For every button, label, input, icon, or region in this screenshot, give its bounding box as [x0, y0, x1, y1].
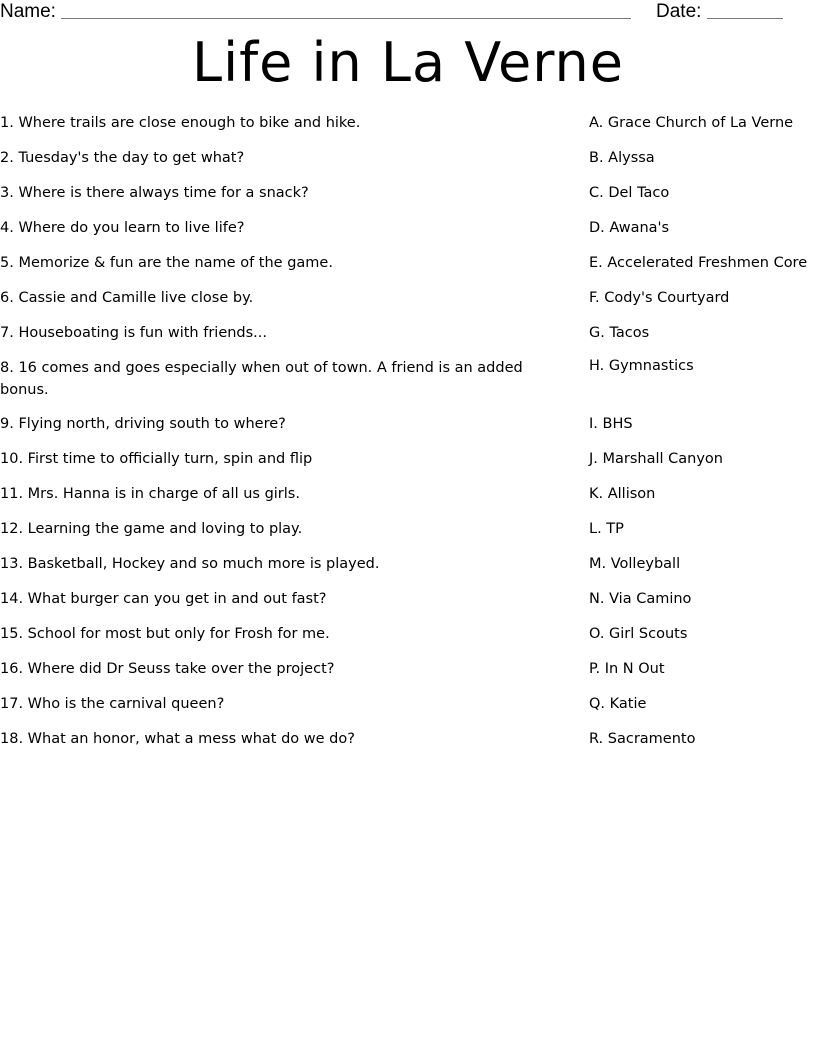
- name-field[interactable]: [0, 0, 631, 24]
- answer-item: F. Cody's Courtyard: [589, 290, 730, 306]
- question-item: 15. School for most but only for Frosh for me.: [0, 626, 330, 642]
- question-item: 2. Tuesday's the day to get what?: [0, 150, 245, 166]
- question-item: 13. Basketball, Hockey and so much more is played.: [0, 556, 380, 572]
- question-item: 9. Flying north, driving south to where?: [0, 416, 286, 432]
- question-item: 10. First time to officially turn, spin and flip: [0, 451, 313, 467]
- answer-item: K. Allison: [589, 486, 656, 502]
- answer-item: P. In N Out: [589, 661, 665, 677]
- date-label: Date:: [656, 1, 702, 22]
- answer-item: B. Alyssa: [589, 150, 655, 166]
- answer-item: E. Accelerated Freshmen Core: [589, 255, 808, 271]
- question-item: 7. Houseboating is fun with friends...: [0, 325, 268, 341]
- question-item: 5. Memorize & fun are the name of the game.: [0, 255, 333, 271]
- question-item: 8. 16 comes and goes especially when out of town. A friend is an added bonus.: [0, 360, 523, 398]
- answer-item: Q. Katie: [589, 696, 647, 712]
- question-item: 14. What burger can you get in and out fast?: [0, 591, 327, 607]
- question-item: 17. Who is the carnival queen?: [0, 696, 225, 712]
- answer-item: D. Awana's: [589, 220, 670, 236]
- question-item: 18. What an honor, what a mess what do we do?: [0, 731, 355, 747]
- answer-item: G. Tacos: [589, 325, 650, 341]
- answer-item: C. Del Taco: [589, 185, 670, 201]
- question-item: 1. Where trails are close enough to bike and hike.: [0, 115, 361, 131]
- answer-item: M. Volleyball: [589, 556, 681, 572]
- question-item: 16. Where did Dr Seuss take over the project?: [0, 661, 335, 677]
- date-blank-line[interactable]: [707, 0, 783, 19]
- name-blank-line[interactable]: [61, 0, 631, 19]
- question-item: 3. Where is there always time for a snack?: [0, 185, 309, 201]
- answer-item: I. BHS: [589, 416, 633, 432]
- answer-item: L. TP: [589, 521, 624, 537]
- date-field[interactable]: [656, 0, 783, 24]
- answer-item: H. Gymnastics: [589, 358, 694, 374]
- question-item: 6. Cassie and Camille live close by.: [0, 290, 254, 306]
- answer-item: A. Grace Church of La Verne: [589, 115, 794, 131]
- name-label: Name:: [0, 1, 56, 22]
- answer-item: O. Girl Scouts: [589, 626, 688, 642]
- answer-item: N. Via Camino: [589, 591, 692, 607]
- answer-item: J. Marshall Canyon: [589, 451, 723, 467]
- question-item: 12. Learning the game and loving to play.: [0, 521, 303, 537]
- answer-item: R. Sacramento: [589, 731, 696, 747]
- page-title: Life in La Verne: [192, 31, 624, 94]
- question-item: 4. Where do you learn to live life?: [0, 220, 245, 236]
- question-item: 11. Mrs. Hanna is in charge of all us girls.: [0, 486, 300, 502]
